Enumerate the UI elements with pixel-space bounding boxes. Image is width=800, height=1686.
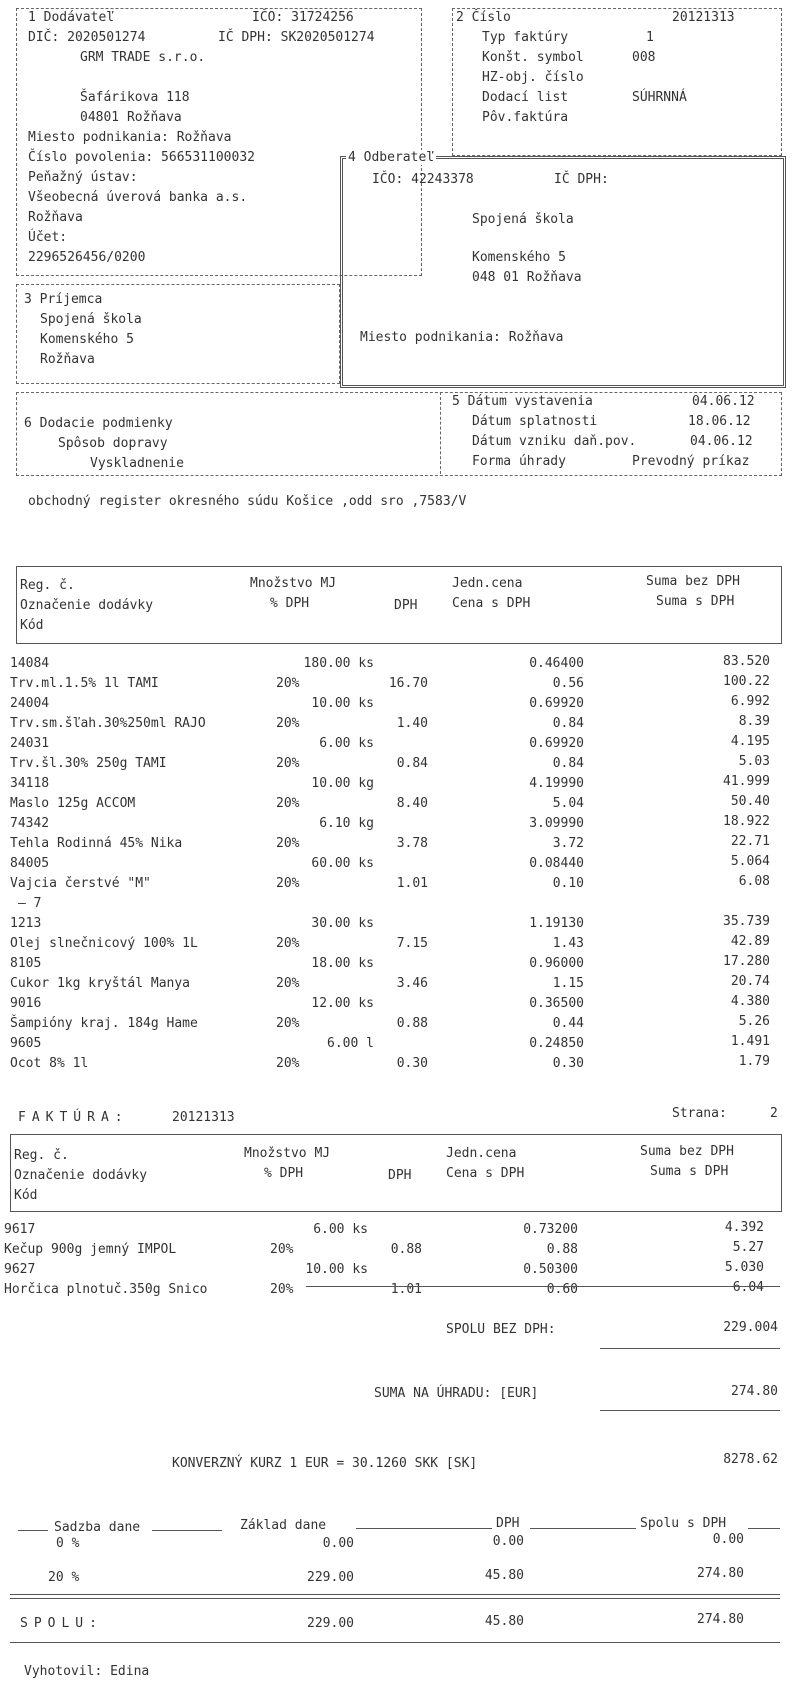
vat-h-base: Základ dane <box>240 1518 327 1533</box>
supplier-street: Šafárikova 118 <box>80 90 190 105</box>
amount-due: 274.80 <box>731 1384 778 1399</box>
hz-label: HZ-obj. číslo <box>482 70 584 85</box>
vat-header-line-1 <box>18 1530 48 1531</box>
item-reg: 14084 <box>10 656 50 671</box>
item-reg: 24004 <box>10 696 50 711</box>
item-sum: 6.992 <box>730 694 770 709</box>
item-unit: 0.46400 <box>529 656 584 671</box>
payment-label: Forma úhrady <box>472 454 566 469</box>
supplier-dic: DIČ: 2020501274 <box>28 30 146 45</box>
item-sum: 18.922 <box>723 814 770 829</box>
item-reg: 84005 <box>10 856 50 871</box>
item-unit-vat: 0.60 <box>546 1282 578 1297</box>
item-vat-pct: 20% <box>276 976 300 991</box>
header2-sum: Suma bez DPH <box>640 1144 734 1159</box>
item-reg: 74342 <box>10 816 50 831</box>
item-sum-vat: 20.74 <box>730 974 770 989</box>
item-reg: 8105 <box>10 956 42 971</box>
vat-base: 0.00 <box>322 1536 354 1551</box>
item-sum-vat: 5.27 <box>732 1240 764 1255</box>
header-name: Označenie dodávky <box>20 598 154 613</box>
header2-code: Kód <box>14 1188 38 1203</box>
conditions-title: 6 Dodacie podmienky <box>24 416 173 431</box>
item-reg: 9605 <box>10 1036 42 1051</box>
delivery-value: SÚHRNNÁ <box>632 90 687 105</box>
item-unit-vat: 0.10 <box>552 876 584 891</box>
item-qty: 10.00 ks <box>311 696 374 711</box>
recipient-title: 3 Príjemca <box>24 292 103 307</box>
customer-business-place: Miesto podnikania: Rožňava <box>360 330 564 345</box>
item-sum-vat: 50.40 <box>730 794 770 809</box>
item-name: Šampióny kraj. 184g Hame <box>10 1016 198 1031</box>
item-unit: 0.24850 <box>529 1036 584 1051</box>
vat-amount: 45.80 <box>484 1568 524 1583</box>
item-qty: 6.00 ks <box>313 1222 368 1237</box>
tax-date: 04.06.12 <box>690 434 753 449</box>
item-reg: 1213 <box>10 916 42 931</box>
item-vat-pct: 20% <box>276 876 300 891</box>
item-sum: 4.380 <box>730 994 770 1009</box>
supplier-name: GRM TRADE s.r.o. <box>80 50 206 65</box>
item-vat-pct: 20% <box>276 1016 300 1031</box>
vat-header-line-5 <box>748 1528 780 1529</box>
item-sum-vat: 22.71 <box>730 834 770 849</box>
item-vat-pct: 20% <box>276 1056 300 1071</box>
header-sum: Suma bez DPH <box>646 574 740 589</box>
item-unit: 0.69920 <box>529 696 584 711</box>
item-note: — 7 <box>18 896 42 911</box>
item-vat-pct: 20% <box>276 836 300 851</box>
dispatch-label: Vyskladnenie <box>90 456 184 471</box>
invoice-line-number: 20121313 <box>172 1110 235 1125</box>
vat-sum-base: 229.00 <box>307 1616 354 1631</box>
issue-date-label: 5 Dátum vystavenia <box>452 394 593 409</box>
totals-divider-2 <box>600 1348 780 1349</box>
item-vat-pct: 20% <box>276 756 300 771</box>
item-reg: 9627 <box>4 1262 36 1277</box>
item-vat: 0.88 <box>390 1242 422 1257</box>
item-unit-vat: 1.43 <box>552 936 584 951</box>
item-name: Vajcia čerstvé "M" <box>10 876 151 891</box>
item-sum-vat: 1.79 <box>738 1054 770 1069</box>
item-qty: 180.00 ks <box>303 656 374 671</box>
item-vat: 1.40 <box>396 716 428 731</box>
item-name: Tehla Rodinná 45% Nika <box>10 836 183 851</box>
vat-sum-label: SPOLU: <box>20 1616 103 1631</box>
total-without-vat: 229.004 <box>723 1320 778 1335</box>
vat-sum-vat: 45.80 <box>484 1614 524 1629</box>
item-qty: 10.00 ks <box>305 1262 368 1277</box>
delivery-label: Dodací list <box>482 90 569 105</box>
item-vat: 1.01 <box>396 876 428 891</box>
item-sum-vat: 100.22 <box>723 674 770 689</box>
header2-unit-vat: Cena s DPH <box>446 1166 525 1181</box>
item-name: Kečup 900g jemný IMPOL <box>4 1242 177 1257</box>
orig-label: Pôv.faktúra <box>482 110 569 125</box>
item-qty: 60.00 ks <box>311 856 374 871</box>
item-unit: 0.73200 <box>523 1222 578 1237</box>
item-vat-pct: 20% <box>276 676 300 691</box>
item-vat: 1.01 <box>390 1282 422 1297</box>
vat-sum-line-top <box>10 1594 780 1595</box>
vat-sum-line-bottom <box>10 1642 780 1643</box>
vat-h-rate: Sadzba dane <box>54 1520 141 1535</box>
amount-due-label: SUMA NA ÚHRADU: [EUR] <box>374 1386 539 1401</box>
page-number: 2 <box>770 1106 778 1121</box>
header-code: Kód <box>20 618 44 633</box>
item-sum: 5.030 <box>724 1260 764 1275</box>
supplier-icdph: IČ DPH: SK2020501274 <box>218 30 375 45</box>
item-unit-vat: 0.84 <box>552 756 584 771</box>
item-sum-vat: 8.39 <box>738 714 770 729</box>
register-note: obchodný register okresného súdu Košice ,odd sro ,7583/V <box>28 494 467 509</box>
item-sum: 17.280 <box>723 954 770 969</box>
supplier-city: 04801 Rožňava <box>80 110 182 125</box>
item-unit: 0.50300 <box>523 1262 578 1277</box>
customer-ico: IČO: 42243378 <box>372 172 474 187</box>
recipient-city: Rožňava <box>40 352 95 367</box>
vat-h-total: Spolu s DPH <box>640 1516 727 1531</box>
item-unit-vat: 0.30 <box>552 1056 584 1071</box>
vat-h-vat: DPH <box>496 1516 520 1531</box>
item-name: Maslo 125g ACCOM <box>10 796 136 811</box>
header-vat: DPH <box>394 598 418 613</box>
type-value: 1 <box>646 30 654 45</box>
conversion-amount: 8278.62 <box>723 1452 778 1467</box>
total-without-vat-label: SPOLU BEZ DPH: <box>446 1322 556 1337</box>
item-name: Trv.sm.šľah.30%250ml RAJO <box>10 716 206 731</box>
header2-vat-pct: % DPH <box>264 1166 304 1181</box>
payment-method: Prevodný príkaz <box>632 454 750 469</box>
supplier-business-place: Miesto podnikania: Rožňava <box>28 130 232 145</box>
vat-header-line-4 <box>530 1528 636 1529</box>
item-vat: 3.46 <box>396 976 428 991</box>
customer-name: Spojená škola <box>472 212 574 227</box>
item-vat: 16.70 <box>388 676 428 691</box>
item-vat: 0.88 <box>396 1016 428 1031</box>
item-reg: 9016 <box>10 996 42 1011</box>
totals-divider <box>306 1286 780 1287</box>
account-number: 2296526456/0200 <box>28 250 146 265</box>
item-sum-vat: 5.03 <box>738 754 770 769</box>
vat-total: 274.80 <box>697 1566 744 1581</box>
item-vat: 3.78 <box>396 836 428 851</box>
item-unit-vat: 0.56 <box>552 676 584 691</box>
item-unit-vat: 0.84 <box>552 716 584 731</box>
item-unit-vat: 0.44 <box>552 1016 584 1031</box>
due-date: 18.06.12 <box>688 414 751 429</box>
vat-base: 229.00 <box>307 1570 354 1585</box>
due-date-label: Dátum splatnosti <box>472 414 598 429</box>
item-reg: 24031 <box>10 736 50 751</box>
item-unit-vat: 1.15 <box>552 976 584 991</box>
invoice-number: 20121313 <box>672 10 735 25</box>
header-qty: Množstvo MJ <box>250 576 337 591</box>
customer-city: 048 01 Rožňava <box>472 270 582 285</box>
bank-label: Peňažný ústav: <box>28 170 138 185</box>
item-name: Horčica plnotuč.350g Snico <box>4 1282 208 1297</box>
vat-header-line-2 <box>152 1530 222 1531</box>
item-name: Olej slnečnicový 100% 1L <box>10 936 198 951</box>
vat-rate: 0 % <box>56 1536 80 1551</box>
item-unit-vat: 0.88 <box>546 1242 578 1257</box>
item-sum-vat: 6.04 <box>732 1280 764 1295</box>
customer-street: Komenského 5 <box>472 250 566 265</box>
item-unit: 0.08440 <box>529 856 584 871</box>
issue-date: 04.06.12 <box>692 394 755 409</box>
supplier-permit: Číslo povolenia: 566531100032 <box>28 150 255 165</box>
item-name: Trv.šl.30% 250g TAMI <box>10 756 167 771</box>
header-unit-vat: Cena s DPH <box>452 596 531 611</box>
conversion-label: KONVERZNÝ KURZ 1 EUR = 30.1260 SKK [SK] <box>172 1456 478 1471</box>
header2-reg: Reg. č. <box>14 1148 69 1163</box>
header2-unit: Jedn.cena <box>446 1146 517 1161</box>
header-reg: Reg. č. <box>20 578 75 593</box>
item-vat-pct: 20% <box>276 716 300 731</box>
bank-name: Všeobecná úverová banka a.s. <box>28 190 248 205</box>
header-sum-vat: Suma s DPH <box>656 594 735 609</box>
item-qty: 10.00 kg <box>311 776 374 791</box>
item-qty: 18.00 ks <box>311 956 374 971</box>
vat-header-line-3 <box>356 1528 492 1529</box>
item-sum-vat: 6.08 <box>738 874 770 889</box>
vat-sum-total: 274.80 <box>697 1612 744 1627</box>
item-vat-pct: 20% <box>276 796 300 811</box>
bank-city: Rožňava <box>28 210 83 225</box>
header-vat-pct: % DPH <box>270 596 310 611</box>
invoice-label: FAKTÚRA: <box>18 1110 129 1125</box>
type-label: Typ faktúry <box>482 30 569 45</box>
item-unit: 4.19990 <box>529 776 584 791</box>
supplier-title: 1 Dodávateľ <box>28 10 115 25</box>
header2-qty: Množstvo MJ <box>244 1146 331 1161</box>
item-vat: 0.30 <box>396 1056 428 1071</box>
vat-sum-line-top-2 <box>10 1598 780 1599</box>
item-vat: 7.15 <box>396 936 428 951</box>
recipient-name: Spojená škola <box>40 312 142 327</box>
item-vat-pct: 20% <box>270 1282 294 1297</box>
vat-rate: 20 % <box>48 1570 80 1585</box>
item-name: Ocot 8% 1l <box>10 1056 89 1071</box>
item-sum-vat: 5.26 <box>738 1014 770 1029</box>
item-vat: 8.40 <box>396 796 428 811</box>
item-sum: 41.999 <box>723 774 770 789</box>
vat-amount: 0.00 <box>492 1534 524 1549</box>
item-qty: 30.00 ks <box>311 916 374 931</box>
number-title: 2 Číslo <box>456 10 511 25</box>
item-vat-pct: 20% <box>276 936 300 951</box>
item-qty: 6.00 l <box>327 1036 374 1051</box>
item-sum: 5.064 <box>730 854 770 869</box>
page-label: Strana: <box>672 1106 727 1121</box>
item-reg: 9617 <box>4 1222 36 1237</box>
customer-icdph: IČ DPH: <box>554 172 609 187</box>
account-label: Účet: <box>28 230 68 245</box>
item-vat: 0.84 <box>396 756 428 771</box>
item-unit-vat: 5.04 <box>552 796 584 811</box>
item-qty: 6.00 ks <box>319 736 374 751</box>
item-sum: 4.195 <box>730 734 770 749</box>
item-vat-pct: 20% <box>270 1242 294 1257</box>
prepared-by: Vyhotovil: Edina <box>24 1664 150 1679</box>
supplier-ico: IČO: 31724256 <box>252 10 354 25</box>
item-name: Cukor 1kg kryštál Manya <box>10 976 191 991</box>
item-unit: 0.69920 <box>529 736 584 751</box>
item-unit: 0.36500 <box>529 996 584 1011</box>
const-label: Konšt. symbol <box>482 50 584 65</box>
tax-date-label: Dátum vzniku daň.pov. <box>472 434 637 449</box>
const-value: 008 <box>632 50 656 65</box>
header-unit: Jedn.cena <box>452 576 523 591</box>
transport-label: Spôsob dopravy <box>58 436 168 451</box>
recipient-street: Komenského 5 <box>40 332 134 347</box>
item-sum: 35.739 <box>723 914 770 929</box>
header2-sum-vat: Suma s DPH <box>650 1164 729 1179</box>
header2-vat: DPH <box>388 1168 412 1183</box>
item-qty: 12.00 ks <box>311 996 374 1011</box>
item-name: Trv.ml.1.5% 1l TAMI <box>10 676 159 691</box>
item-sum: 83.520 <box>723 654 770 669</box>
conditions-divider <box>440 392 441 474</box>
item-qty: 6.10 kg <box>319 816 374 831</box>
customer-title: 4 Odberateľ <box>348 150 435 165</box>
item-unit: 3.09990 <box>529 816 584 831</box>
totals-divider-3 <box>600 1410 780 1411</box>
vat-total: 0.00 <box>712 1532 744 1547</box>
item-unit: 1.19130 <box>529 916 584 931</box>
item-sum-vat: 42.89 <box>730 934 770 949</box>
item-reg: 34118 <box>10 776 50 791</box>
header2-name: Označenie dodávky <box>14 1168 148 1183</box>
item-unit-vat: 3.72 <box>552 836 584 851</box>
item-sum: 4.392 <box>724 1220 764 1235</box>
item-sum: 1.491 <box>730 1034 770 1049</box>
item-unit: 0.96000 <box>529 956 584 971</box>
